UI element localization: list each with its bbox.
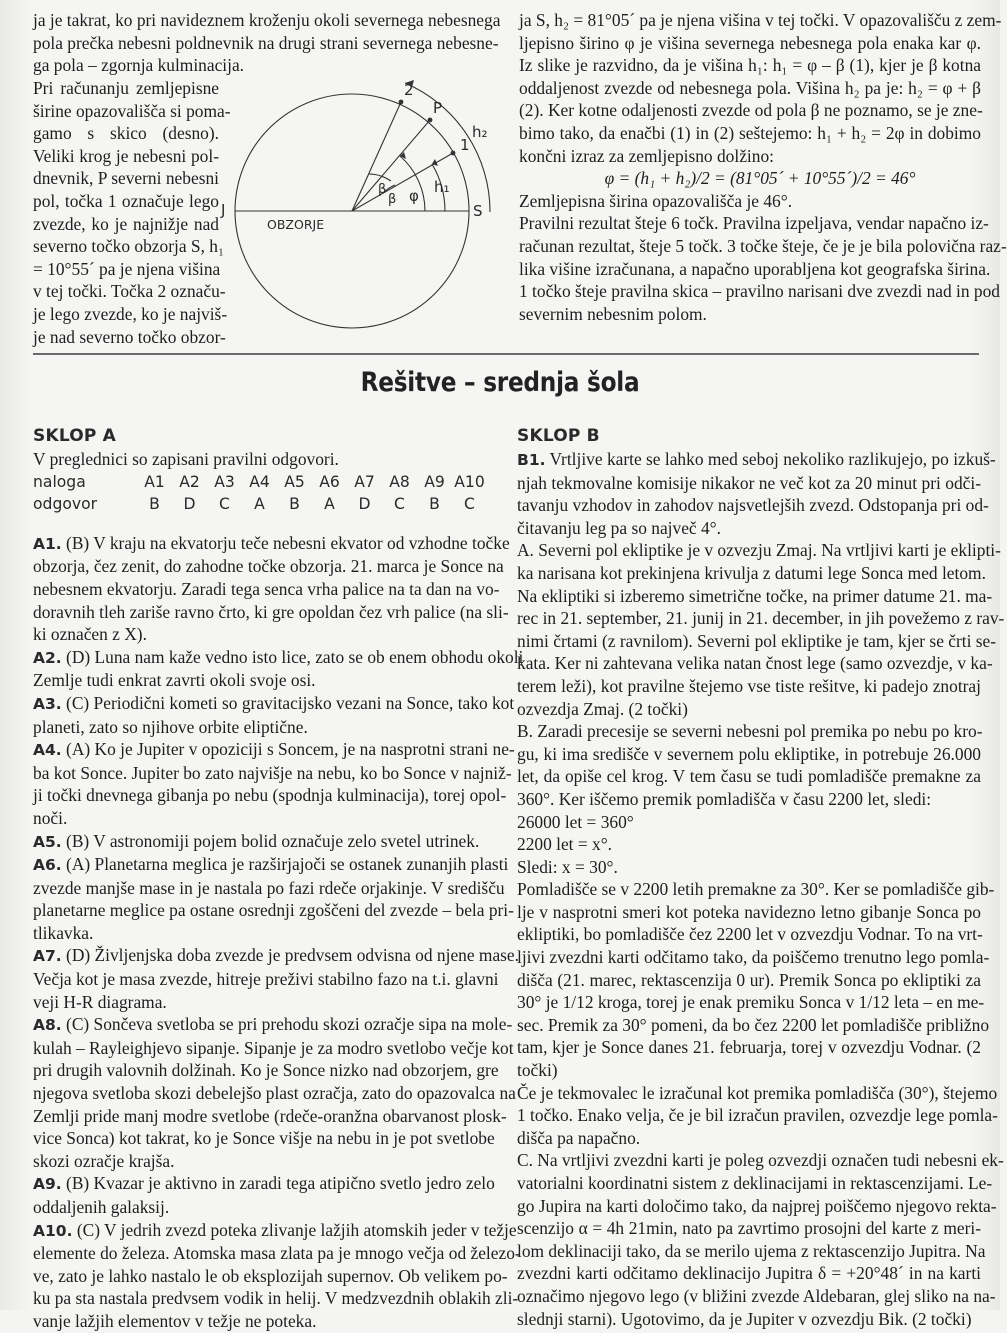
label-north: S xyxy=(473,202,483,220)
text-line: ozvezdja Zmaj. (2 točki) xyxy=(517,698,688,719)
item-text: (B) Kvazar je aktivno in zaradi tega atipično svetlo jedro zelo xyxy=(66,1173,495,1194)
text-line: ji točki dnevnega gibanja po nebu (spodnja kulminacija), torej opol- xyxy=(33,785,507,806)
text-line: slednji starni). Ugotovimo, da je Jupiter v ozvezdju Bik. (2 točki) xyxy=(517,1308,972,1329)
label-h2: h₂ xyxy=(472,123,488,141)
label-south: J xyxy=(221,201,226,219)
answer-item xyxy=(33,1172,495,1218)
label-beta-1: β xyxy=(378,182,387,197)
text-line: 2200 let = x°. xyxy=(517,834,613,855)
text-line: dišča pa napačno. xyxy=(517,1127,641,1148)
item-text: (A) Planetarna meglica je razširjajoči se ostanek zunanjih plasti xyxy=(66,854,509,875)
item-label: A5. xyxy=(33,832,62,851)
task-cell: A2 xyxy=(179,472,200,491)
item-text: (C) V jedrih zvezd poteka zlivanje lažjih atomskih jeder v težje xyxy=(76,1219,517,1240)
text-line: (2). Ker kotne odaljenosti zvezde od pola β ne poznamo, se je zne- xyxy=(519,100,983,121)
text-line: Če je tekmovalec le izračunal kot premika pomladišča (30°), štejemo xyxy=(517,1082,998,1103)
text-line: oddaljenih galaksij. xyxy=(33,1197,170,1217)
text-line: bimo tako, da enačbi (1) in (2) seštejemo: h₁ + h₂ = 2φ in dobimo xyxy=(519,122,981,143)
text-line: lika višine izračunana, a napačno uporabljena kot geografska širina. xyxy=(519,258,991,279)
text-line: lje v nasprotni smeri kot poteka navidezno letno gibanje Sonca po xyxy=(517,901,981,922)
text-line: je nad severno točko obzor- xyxy=(33,326,226,347)
answer-cell: A xyxy=(324,495,335,514)
sklop-a-title: SKLOP A xyxy=(33,426,117,446)
answer-item xyxy=(33,853,514,944)
task-cell: A8 xyxy=(389,472,410,491)
text-line: ja S, h₂ = 81°05´ pa je njena višina v tej točki. V opazovališču z zem- xyxy=(519,10,1002,30)
answer-item xyxy=(33,738,515,829)
item-text: (C) Periodični kometi so gravitacijsko vezani na Sonce, tako kot xyxy=(66,692,515,713)
label-h1: h₁ xyxy=(434,178,450,196)
item-label: A9. xyxy=(33,1175,62,1194)
text-line: njah tekmovalne komisije nikakor ne več kot za 20 minut pri odči- xyxy=(517,472,981,493)
text-line: ka narisana kot prekinjena krivulja z datumi lege Sonca med letom. xyxy=(517,562,986,583)
item-text: (A) Ko je Jupiter v opoziciji s Soncem, je na nasprotni strani ne- xyxy=(66,739,515,760)
text-line: C. Na vrtljivi zvezdni karti je poleg ozvezdji označen tudi nebesni ek- xyxy=(517,1150,1004,1171)
text-line: severnim nebesnim polom. xyxy=(519,303,707,324)
answer-table xyxy=(33,471,487,516)
text-line: računan rezultat, šteje 5 točk. 3 točke šteje, če je je bila polovična raz- xyxy=(519,235,1007,256)
page-heading: Rešitve – srednja šola xyxy=(360,367,640,398)
label-phi: φ xyxy=(409,187,419,205)
pole-point xyxy=(428,118,433,123)
text-line: pri drugih valovnih dolžinah. Ko je Sonce nizko nad obzorjem, gre xyxy=(33,1060,499,1081)
text-line: dnevnik, P severni nebesni xyxy=(33,168,219,189)
text-line xyxy=(33,646,524,670)
text-line xyxy=(33,944,520,968)
text-line: terem leži), kot pravilne štejemo vse tiste rešitve, ki padejo znotraj xyxy=(517,675,981,696)
text-line: označimo njegovo lego (v bližini zvezde Aldebaran, glej sliko na na- xyxy=(517,1285,996,1306)
task-cell: A9 xyxy=(424,472,445,491)
text-line: zvezde manjše mase in je nastala po fazi rdeče orjakinje. V središču xyxy=(33,877,505,898)
answer-cell: A xyxy=(254,495,265,514)
text-line: vice Sonca) kot takrat, ko je Sonce višje na nebu in je pot svetlobe xyxy=(33,1128,495,1149)
text-line: vatorialni koordinatni sistem z deklinacijami in rektascenzijami. Le- xyxy=(517,1173,993,1193)
text-line: zvezdni karti odčitamo deklinacijo Jupitra δ = +20°48´ in na karti xyxy=(517,1263,981,1284)
text-line: Pri računanju zemljepisne xyxy=(33,78,219,98)
text-line: Zemlje tudi enkrat zavrti okoli svoje osi. xyxy=(33,670,316,691)
answer-cell: D xyxy=(183,495,196,514)
answer-cell: C xyxy=(464,495,475,514)
text-line: 30° je 1/12 kroga, torej je enak premiku Sonca v 1/12 leta – en me- xyxy=(517,992,985,1013)
text-line xyxy=(33,738,515,762)
text-line: Iz slike je razvidno, da je višina h₁: h₁ = φ – β (1), kjer je β kotna xyxy=(519,55,981,76)
text-line: B. Zaradi precesije se severni nebesni pol premika po nebu po kro- xyxy=(517,721,983,742)
text-line xyxy=(33,830,491,854)
task-cell: A5 xyxy=(284,472,305,491)
task-cell: A4 xyxy=(249,472,270,491)
text-line: lom deklinaciji tako, da se merilo ujema z rektascenzijo Jupitra. Na xyxy=(517,1240,986,1261)
text-line: tlikavka. xyxy=(33,922,94,943)
item-text: (B) V astronomiji pojem bolid označuje zelo svetel utrinek. xyxy=(66,830,480,851)
label-star-1: 1 xyxy=(460,136,470,154)
text-line: planetarne meglice pa ostane osrednji zgoščeni del zvezde – bela pri- xyxy=(33,900,514,921)
sklop-b-title: SKLOP B xyxy=(517,426,600,446)
sklop-a-column xyxy=(33,425,524,1333)
text-line: veji H-R diagrama. xyxy=(33,991,167,1012)
item-text: (B) V kraju na ekvatorju teče nebesni ekvator od vzhodne točke xyxy=(66,532,510,553)
text-line: obzorja, čez zenit, do zahodne točke obzorja. 21. marca je Sonce na xyxy=(33,556,504,577)
text-line: = 10°55´ pa je njena višina xyxy=(33,258,221,279)
answer-item xyxy=(33,532,510,646)
text-line: Zemljepisna širina opazovališča je 46°. xyxy=(519,190,793,211)
text-line: Veliki krog je nebesni pol- xyxy=(33,145,219,166)
text-line: 1 točko. Enako velja, če je bil izračun pravilen, ozvezdje lege pomla- xyxy=(517,1105,998,1126)
answer-cell: D xyxy=(358,495,371,514)
text-line: ki označen z X). xyxy=(33,624,147,645)
text-line: vanje lažjih elementov v težje ne poteka. xyxy=(33,1310,317,1331)
table-row xyxy=(33,471,487,494)
latitude-formula: φ = (h₁ + h₂)/2 = (81°05´ + 10°55´)/2 = 46° xyxy=(604,168,916,189)
item-text: Vrtljive karte se lahko med seboj nekoliko razlikujejo, po izkuš- xyxy=(549,449,996,469)
text-line: Na ekliptiki si izberemo simetrične točke, na primer datume 21. ma- xyxy=(517,585,993,606)
item-label: A1. xyxy=(33,534,62,553)
item-label: A10. xyxy=(33,1221,73,1240)
star-2-point xyxy=(399,100,404,105)
text-line: Pravilni rezultat šteje 6 točk. Pravilna izpeljava, vendar napačno iz- xyxy=(519,213,989,234)
item-label: A3. xyxy=(33,694,62,713)
task-cell: A6 xyxy=(319,472,340,491)
text-line: ga pola – zgornja kulminacija. xyxy=(33,55,245,76)
label-beta-2: β xyxy=(388,192,397,207)
text-line: pola prečka nebesni poldnevnik na drugi strani severnega nebesne- xyxy=(33,32,499,53)
top-right-text xyxy=(519,9,1007,325)
text-line xyxy=(33,853,509,877)
text-line: oddaljenost zvezde od nebesnega pola. Višina h₂ pa je: h₂ = φ + β xyxy=(519,77,981,98)
text-line: rec in 21. september, 21. junij in 21. december, in jih povežemo z rav- xyxy=(517,608,1005,629)
text-line: 1 točko šteje pravilna skica – pravilno narisani dve zvezdi nad in pod xyxy=(519,281,1000,302)
section-divider xyxy=(33,353,979,355)
sklop-b-column xyxy=(517,425,1005,1330)
label-star-2: 2 xyxy=(404,81,414,99)
answer-item xyxy=(33,944,520,1013)
text-line: gu, ki ima središče v severnem polu ekliptike, in potrebuje 26.000 xyxy=(517,743,981,764)
answer-item xyxy=(33,1219,521,1333)
answer-cell: B xyxy=(149,495,160,514)
item-label: A8. xyxy=(33,1016,62,1035)
table-row xyxy=(33,493,487,516)
task-cell: A7 xyxy=(354,472,375,491)
row-header: naloga xyxy=(33,472,86,491)
row-header: odgovor xyxy=(33,495,98,514)
label-horizon: OBZORJE xyxy=(267,217,325,232)
item-text: (C) Sončeva svetloba se pri prehodu skozi ozračje sipa na mole- xyxy=(66,1014,513,1035)
item-label: A6. xyxy=(33,856,62,875)
item-text: (D) Življenjska doba zvezde je predvsem odvisna od njene mase. xyxy=(66,945,520,966)
text-line: Večja kot je masa zvezde, hitreje preživi stabilno fazo na t.i. glavni xyxy=(33,969,499,990)
text-line: noči. xyxy=(33,807,68,828)
text-line: severno točko obzorja S, h₁ xyxy=(33,236,225,257)
text-line: ljepisno širino φ je višina severnega nebesnega pola enaka kar φ. xyxy=(519,32,981,53)
text-line xyxy=(33,692,515,716)
text-line: Pomladišče se v 2200 letih premakne za 30°. Ker se pomladišče gib- xyxy=(517,879,995,900)
answer-cell: B xyxy=(289,495,300,514)
text-line: planeti, zato so njihove orbite eliptične. xyxy=(33,716,308,737)
text-line xyxy=(33,532,510,556)
task-cell: A1 xyxy=(144,472,165,491)
answer-cell: C xyxy=(394,495,405,514)
task-cell: A10 xyxy=(454,472,485,491)
item-label: A4. xyxy=(33,741,62,760)
text-line: Sledi: x = 30°. xyxy=(517,856,618,877)
label-pole: P xyxy=(433,99,443,117)
text-line: gamo s skico (desno). xyxy=(33,123,219,144)
answer-item xyxy=(33,692,515,738)
text-line xyxy=(33,1013,513,1037)
text-line: dišča (21. marec, rektascenzija 0 ur). Premik Sonca po ekliptiki za xyxy=(517,969,981,990)
text-line: končni izraz za zemljepisno dolžino: xyxy=(519,145,774,166)
text-line: ku pa sta nastala predvsem vodik in helij. V medzvezdnih oblakih zli- xyxy=(33,1288,519,1309)
top-left-narrow-text xyxy=(33,77,231,348)
text-line: nimi črtami (z ravnilom). Severni pol ekliptike je tam, kjer se črti se- xyxy=(517,630,997,651)
text-line: ja je takrat, ko pri navideznem kroženju okoli severnega nebesnega xyxy=(33,10,501,30)
answer-item xyxy=(33,1013,516,1172)
text-line: doravnih tleh zariše ravno črto, ki gre opoldan čez vrh palice (na sli- xyxy=(33,601,509,622)
task-cell: A3 xyxy=(214,472,235,491)
text-line: scenzijo α = 4h 21min, nato pa zavrtimo prosojni del karte z meri- xyxy=(517,1218,981,1239)
text-line: kulah – Rayleighjevo sipanje. Sipanje je za modro svetlobo večje kot xyxy=(33,1037,514,1058)
text-line: čitavanju leg pa so največ 4°. xyxy=(517,517,721,538)
text-line: njegova svetloba skozi debelejšo plast ozračja, zato do opazovalca na xyxy=(33,1083,516,1104)
item-label: B1. xyxy=(517,451,546,469)
text-line: ba kot Sonce. Jupiter bo zato najvišje na nebu, ko bo Sonce v najniž- xyxy=(33,762,512,783)
text-line: nebesnem ekvatorju. Zaradi tega senca vrha palice na ta dan na vo- xyxy=(33,578,500,599)
arrow-icon xyxy=(400,152,406,159)
answer-cell: C xyxy=(219,495,230,514)
text-line: 26000 let = 360° xyxy=(517,811,634,832)
text-line: Zemlji pride manj modre svetlobe (rdeče-oranžna obarvanost plosk- xyxy=(33,1105,507,1126)
item-label: A7. xyxy=(33,947,62,966)
answer-item xyxy=(33,830,491,854)
text-line: elemente do železa. Atomska masa zlata pa je mnogo večja od železo- xyxy=(33,1243,521,1264)
text-line: zvezde, ko je najnižje nad xyxy=(33,213,219,234)
text-line: go Jupira na karti določimo tako, da najprej poiščemo njegovo rekta- xyxy=(517,1195,997,1216)
text-line: tam, kjer je Sonce danes 21. februarja, torej v ozvezdju Vodnar. (2 xyxy=(517,1037,981,1058)
answer-item xyxy=(33,646,524,692)
text-line: ve, zato je lahko nastalo le ob eksplozijah supernov. Ob velikem po- xyxy=(33,1265,508,1286)
text-line: v tej točki. Točka 2 označu- xyxy=(33,281,226,302)
star-1-point xyxy=(451,151,456,156)
sklop-a-intro: V preglednici so zapisani pravilni odgovori. xyxy=(33,449,339,469)
answer-cell: B xyxy=(429,495,440,514)
text-line: širine opazovališča si poma- xyxy=(33,100,231,121)
text-line: ljivi zvezdni karti odčitamo tako, da poiščemo trenutno lego pomla- xyxy=(517,947,990,968)
text-line: pol, točka 1 označuje lego xyxy=(33,190,219,211)
text-line: 360°. Ker iščemo premik pomladišča v času 2200 let, sledi: xyxy=(517,788,932,809)
text-line: je lego zvezde, ko je najviš- xyxy=(33,303,228,324)
text-line: kata. Ker ni zahtevana velika natan čnost lege (samo ozvezdje, v ka- xyxy=(517,653,993,674)
item-label: A2. xyxy=(33,648,62,667)
text-line: ekliptiki, bo pomladišče čez 2200 let v ozvezdju Vodnar. To na vrt- xyxy=(517,924,983,945)
text-line: let, da opiše cel krog. V tem času se tudi pomladišče premakne za xyxy=(517,766,981,787)
text-line xyxy=(517,448,996,472)
text-line: tavanju vzhodov in zahodov najsvetlejših zvezd. Odstopanja pri od- xyxy=(517,495,989,516)
text-line: točki) xyxy=(517,1060,558,1081)
item-text: (D) Luna nam kaže vedno isto lice, zato se ob enem obhodu okoli xyxy=(66,646,524,667)
text-line: sec. Premik za 30° pomeni, da bo čez 2200 let pomladišče približno xyxy=(517,1014,990,1035)
top-left-text xyxy=(33,9,501,77)
celestial-meridian-diagram xyxy=(221,75,500,345)
text-line: skozi ozračje krajša. xyxy=(33,1150,175,1171)
text-line: A. Severni pol ekliptike je v ozvezju Zmaj. Na vrtljivi karti je eklipti- xyxy=(517,540,1001,561)
text-line xyxy=(33,1219,517,1243)
text-line xyxy=(33,1172,495,1196)
